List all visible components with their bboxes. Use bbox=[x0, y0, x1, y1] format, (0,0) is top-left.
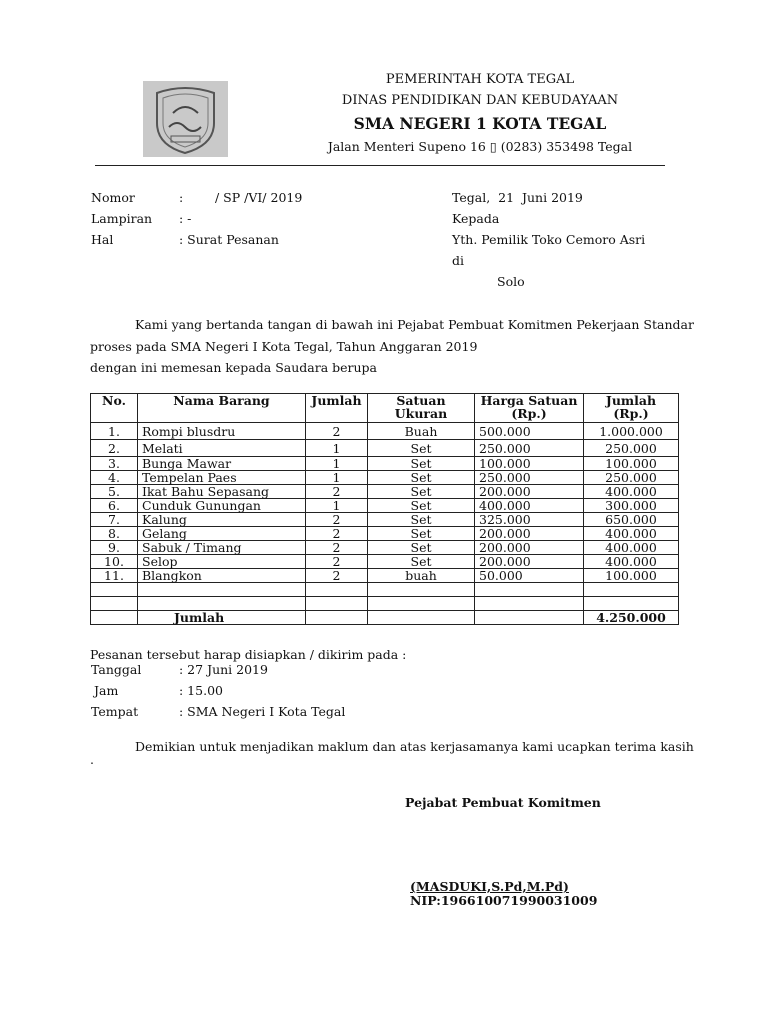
header-jumlah: Jumlah bbox=[306, 394, 368, 423]
cell-harga: 325.000 bbox=[475, 513, 584, 527]
cell-jumlah: 2 bbox=[306, 569, 368, 583]
signature-nip: NIP:196610071990031009 bbox=[410, 893, 598, 908]
cell-nama-barang: Bunga Mawar bbox=[138, 457, 306, 471]
intro-line-2: proses pada SMA Negeri I Kota Tegal, Tahun Anggaran 2019 bbox=[90, 339, 478, 354]
header-total: Jumlah (Rp.) bbox=[584, 394, 679, 423]
header-harga: Harga Satuan (Rp.) bbox=[475, 394, 584, 423]
cell-nama-barang: Cunduk Gunungan bbox=[138, 499, 306, 513]
cell-nama-barang: Tempelan Paes bbox=[138, 471, 306, 485]
cell-total: 100.000 bbox=[584, 569, 679, 583]
cell-total: 400.000 bbox=[584, 527, 679, 541]
table-row bbox=[91, 555, 679, 569]
cell-no: 7. bbox=[91, 513, 138, 527]
table-row bbox=[91, 440, 679, 457]
tempat-label: Tempat bbox=[91, 704, 139, 719]
hal-value: : Surat Pesanan bbox=[179, 232, 279, 247]
cell-total: 400.000 bbox=[584, 541, 679, 555]
header-department: DINAS PENDIDIKAN DAN KEBUDAYAAN bbox=[341, 93, 619, 108]
cell-no: 5. bbox=[91, 485, 138, 499]
closing-text: Demikian untuk menjadikan maklum dan atas kerjasamanya kami ucapkan terima kasih bbox=[135, 739, 694, 754]
cell-jumlah: 2 bbox=[306, 485, 368, 499]
header-divider bbox=[95, 165, 665, 166]
lampiran-value: : - bbox=[179, 211, 192, 226]
cell-jumlah: 2 bbox=[306, 555, 368, 569]
cell-harga: 200.000 bbox=[475, 541, 584, 555]
cell-no: 10. bbox=[91, 555, 138, 569]
table-row bbox=[91, 471, 679, 485]
cell-harga: 250.000 bbox=[475, 440, 584, 457]
cell-nama-barang: Ikat Bahu Sepasang bbox=[138, 485, 306, 499]
header-no: No. bbox=[91, 394, 138, 423]
cell-satuan: Set bbox=[368, 527, 475, 541]
header-satuan: Satuan Ukuran bbox=[368, 394, 475, 423]
cell-total: 1.000.000 bbox=[584, 423, 679, 440]
cell-nama-barang: Blangkon bbox=[138, 569, 306, 583]
intro-line-3: dengan ini memesan kepada Saudara berupa bbox=[90, 360, 377, 375]
table-row bbox=[91, 457, 679, 471]
order-table bbox=[90, 393, 679, 625]
recipient-name: Yth. Pemilik Toko Cemoro Asri bbox=[452, 232, 646, 247]
total-amount: 4.250.000 bbox=[584, 611, 679, 625]
cell-jumlah: 2 bbox=[306, 527, 368, 541]
cell-satuan: buah bbox=[368, 569, 475, 583]
cell-total: 650.000 bbox=[584, 513, 679, 527]
cell-jumlah: 1 bbox=[306, 499, 368, 513]
cell-no: 3. bbox=[91, 457, 138, 471]
header-address: Jalan Menteri Supeno 16 ▯ (0283) 353498 Tegal bbox=[327, 139, 633, 154]
cell-satuan: Set bbox=[368, 541, 475, 555]
cell-harga: 200.000 bbox=[475, 485, 584, 499]
table-row bbox=[91, 569, 679, 583]
cell-jumlah: 2 bbox=[306, 513, 368, 527]
cell-harga: 200.000 bbox=[475, 527, 584, 541]
cell-nama-barang: Rompi blusdru bbox=[138, 423, 306, 440]
cell-satuan: Set bbox=[368, 499, 475, 513]
lampiran-label: Lampiran bbox=[91, 211, 153, 226]
cell-satuan: Set bbox=[368, 440, 475, 457]
cell-no: 4. bbox=[91, 471, 138, 485]
nomor-label: Nomor bbox=[91, 190, 135, 205]
cell-harga: 200.000 bbox=[475, 555, 584, 569]
table-row bbox=[91, 527, 679, 541]
cell-jumlah: 2 bbox=[306, 423, 368, 440]
kota-tegal-emblem-icon bbox=[143, 81, 228, 157]
nomor-value: : / SP /VI/ 2019 bbox=[179, 190, 303, 205]
tempat-value: : SMA Negeri I Kota Tegal bbox=[179, 704, 346, 719]
cell-satuan: Set bbox=[368, 471, 475, 485]
cell-jumlah: 1 bbox=[306, 457, 368, 471]
table-total-row bbox=[91, 611, 679, 625]
table-row-empty bbox=[91, 597, 679, 611]
cell-total: 100.000 bbox=[584, 457, 679, 471]
cell-satuan: Set bbox=[368, 513, 475, 527]
total-label: Jumlah bbox=[138, 611, 306, 625]
header-nama-barang: Nama Barang bbox=[138, 394, 306, 423]
table-row bbox=[91, 499, 679, 513]
recipient-city: Solo bbox=[497, 274, 525, 289]
cell-no: 1. bbox=[91, 423, 138, 440]
cell-jumlah: 1 bbox=[306, 471, 368, 485]
tanggal-value: : 27 Juni 2019 bbox=[179, 662, 268, 677]
cell-nama-barang: Sabuk / Timang bbox=[138, 541, 306, 555]
table-row-empty bbox=[91, 583, 679, 597]
cell-harga: 500.000 bbox=[475, 423, 584, 440]
letter-date: Tegal, 21 Juni 2019 bbox=[452, 190, 583, 205]
table-row bbox=[91, 485, 679, 499]
cell-no: 9. bbox=[91, 541, 138, 555]
delivery-intro: Pesanan tersebut harap disiapkan / dikirim pada : bbox=[90, 647, 407, 662]
cell-harga: 100.000 bbox=[475, 457, 584, 471]
intro-line-1: Kami yang bertanda tangan di bawah ini Pejabat Pembuat Komitmen Pekerjaan Standar bbox=[135, 317, 694, 332]
table-row bbox=[91, 423, 679, 440]
cell-no: 8. bbox=[91, 527, 138, 541]
cell-jumlah: 2 bbox=[306, 541, 368, 555]
table-header-row bbox=[91, 394, 679, 423]
cell-harga: 250.000 bbox=[475, 471, 584, 485]
tanggal-label: Tanggal bbox=[91, 662, 142, 677]
cell-nama-barang: Gelang bbox=[138, 527, 306, 541]
cell-harga: 50.000 bbox=[475, 569, 584, 583]
cell-nama-barang: Melati bbox=[138, 440, 306, 457]
cell-satuan: Set bbox=[368, 555, 475, 569]
closing-dot: . bbox=[90, 752, 94, 767]
table-row bbox=[91, 513, 679, 527]
jam-value: : 15.00 bbox=[179, 683, 223, 698]
signature-title: Pejabat Pembuat Komitmen bbox=[405, 795, 601, 810]
header-government: PEMERINTAH KOTA TEGAL bbox=[385, 72, 575, 87]
cell-total: 300.000 bbox=[584, 499, 679, 513]
di-label: di bbox=[452, 253, 464, 268]
signature-name: (MASDUKI,S.Pd,M.Pd) bbox=[410, 879, 569, 894]
header-school: SMA NEGERI 1 KOTA TEGAL bbox=[353, 114, 607, 133]
cell-nama-barang: Kalung bbox=[138, 513, 306, 527]
table-row bbox=[91, 541, 679, 555]
cell-no: 11. bbox=[91, 569, 138, 583]
cell-total: 250.000 bbox=[584, 440, 679, 457]
cell-no: 2. bbox=[91, 440, 138, 457]
cell-no: 6. bbox=[91, 499, 138, 513]
cell-satuan: Buah bbox=[368, 423, 475, 440]
hal-label: Hal bbox=[91, 232, 114, 247]
cell-satuan: Set bbox=[368, 485, 475, 499]
kepada-label: Kepada bbox=[452, 211, 500, 226]
cell-nama-barang: Selop bbox=[138, 555, 306, 569]
cell-total: 400.000 bbox=[584, 555, 679, 569]
cell-satuan: Set bbox=[368, 457, 475, 471]
cell-harga: 400.000 bbox=[475, 499, 584, 513]
cell-total: 400.000 bbox=[584, 485, 679, 499]
jam-label: Jam bbox=[94, 683, 119, 698]
cell-total: 250.000 bbox=[584, 471, 679, 485]
cell-jumlah: 1 bbox=[306, 440, 368, 457]
